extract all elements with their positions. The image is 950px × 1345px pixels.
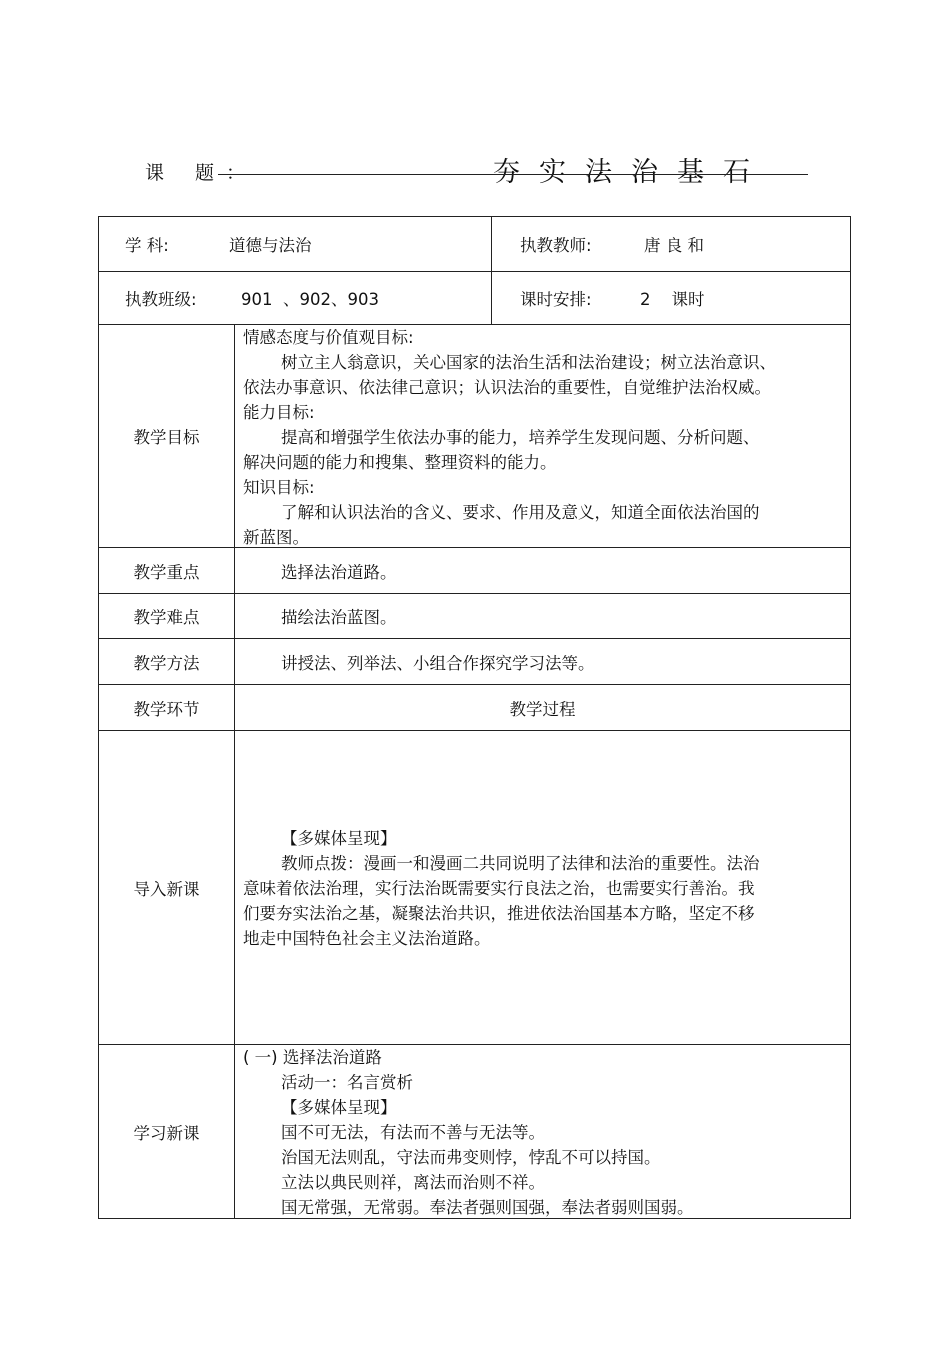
teacher-label: 执教教师:	[520, 236, 592, 255]
hours-label: 课时安排:	[520, 290, 592, 309]
lesson-topic: 夯实法治基石	[493, 157, 769, 188]
title-row	[0, 150, 950, 190]
lesson-plan-table	[98, 216, 851, 1219]
row-key-point	[99, 548, 850, 594]
text-line: 国无常强，无常弱。奉法者强则国强，奉法者弱则国弱。	[281, 1198, 694, 1217]
text-line: 治国无法则乱，守法而弗变则悖，悖乱不可以持国。	[281, 1148, 661, 1167]
title-label-ke: 课	[145, 162, 165, 184]
text-line: 解决问题的能力和搜集、整理资料的能力。	[243, 453, 557, 472]
process-content-header: 教学过程	[509, 699, 576, 719]
title-underline	[218, 174, 808, 175]
teacher-value: 唐 良 和	[644, 236, 704, 255]
row-intro	[99, 731, 850, 1045]
text-line: 立法以典民则祥，离法而治则不祥。	[281, 1173, 545, 1192]
text-line: 新蓝图。	[243, 528, 309, 547]
text-line: 国不可无法，有法而不善与无法等。	[281, 1123, 545, 1142]
row-method	[99, 639, 850, 685]
text-line: 知识目标:	[243, 478, 315, 497]
key-point-value: 选择法治道路。	[281, 562, 397, 582]
text-line: 们要夯实法治之基，凝聚法治共识，推进依法治国基本方略，坚定不移	[243, 904, 755, 923]
row-subject-teacher	[99, 217, 850, 272]
title-colon: ：	[226, 162, 246, 184]
text-line: 树立主人翁意识，关心国家的法治生活和法治建设；树立法治意识、	[281, 353, 776, 372]
text-line: 【多媒体呈现】	[281, 1098, 397, 1117]
intro-content	[235, 731, 850, 1044]
text-line: 情感态度与价值观目标:	[243, 328, 414, 347]
text-line: ( 一) 选择法治道路	[243, 1048, 382, 1067]
subject-label: 学 科:	[125, 236, 169, 255]
subject-value: 道德与法治	[229, 236, 312, 255]
text-line: 提高和增强学生依法办事的能力，培养学生发现问题、分析问题、	[281, 428, 760, 447]
new-lesson-label: 学习新课	[99, 1045, 235, 1218]
intro-label: 导入新课	[99, 731, 235, 1044]
text-line: 能力目标:	[243, 403, 315, 422]
row-objectives	[99, 325, 850, 548]
row-class-hours	[99, 272, 850, 325]
text-line: 活动一：名言赏析	[281, 1073, 413, 1092]
text-line: 【多媒体呈现】	[281, 829, 397, 848]
hours-value: 2 课时	[640, 290, 705, 309]
title-label-ti: 题	[195, 162, 215, 184]
method-value: 讲授法、列举法、小组合作探究学习法等。	[281, 653, 595, 673]
process-stage-header: 教学环节	[99, 685, 235, 730]
row-new-lesson	[99, 1045, 850, 1218]
row-process-header	[99, 685, 850, 731]
class-label: 执教班级:	[125, 290, 197, 309]
key-point-label: 教学重点	[99, 548, 235, 593]
objectives-label: 教学目标	[99, 325, 235, 547]
difficulty-label: 教学难点	[99, 594, 235, 638]
text-line: 了解和认识法治的含义、要求、作用及意义，知道全面依法治国的	[281, 503, 760, 522]
text-line: 地走中国特色社会主义法治道路。	[243, 929, 491, 948]
row-difficulty	[99, 594, 850, 639]
method-label: 教学方法	[99, 639, 235, 684]
text-line: 意味着依法治理，实行法治既需要实行良法之治，也需要实行善治。我	[243, 879, 755, 898]
text-line: 依法办事意识、依法律己意识；认识法治的重要性，自觉维护法治权威。	[243, 378, 771, 397]
class-value: 901 、902、903	[241, 290, 379, 309]
difficulty-value: 描绘法治蓝图。	[281, 608, 397, 627]
objectives-content	[235, 325, 850, 547]
new-lesson-content	[235, 1045, 850, 1218]
text-line: 教师点拨：漫画一和漫画二共同说明了法律和法治的重要性。法治	[281, 854, 760, 873]
